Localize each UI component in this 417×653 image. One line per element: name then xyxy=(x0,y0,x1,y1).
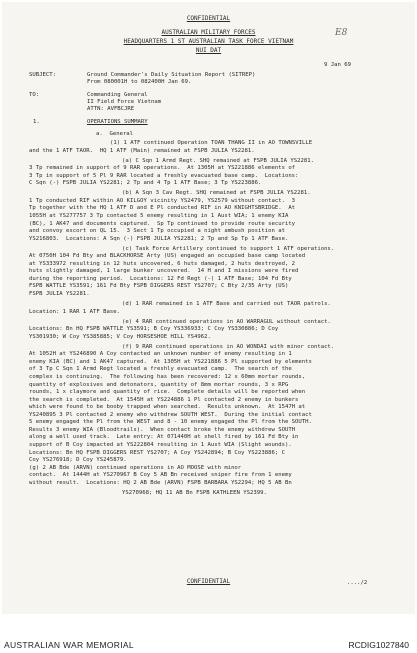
section-title: OPERATIONS SUMMARY xyxy=(87,119,148,125)
report-line: which were found to be booby trapped when searched. Results unknown. At 1547H at xyxy=(29,404,306,411)
report-line: complex is continuing. The following has been recovered: 12 x 60mm mortar rounds, xyxy=(29,374,306,380)
report-line: (d) 1 RAR remained in 1 ATF Base and carried out TAOR patrols. xyxy=(122,301,331,307)
report-line: of 3 Tp C Sqn 1 Armd Regt located a freshly evacuated camp. The search of the xyxy=(29,366,292,373)
report-line: (BC), 1 AK47 and documents captured. Sp Tp continued to provide route security xyxy=(29,220,296,227)
report-line: Coy YS276918; D Coy YS245879. xyxy=(29,457,127,463)
subject-label: SUBJECT: xyxy=(29,72,56,78)
report-line: (1) 1 ATF continued Operation TOAN THANG II in AO TOWNSVILLE xyxy=(110,140,313,146)
hq-location: NUI DAT xyxy=(195,47,222,54)
archive-reference: RCDIG1027840 xyxy=(348,640,409,650)
report-line: YS270968; HQ 11 AB Bn FSPB KATHLEEN YS2399. xyxy=(122,489,267,496)
report-line: YS216803. Locations: A Sqn (-) FSPB JULIA YS2281; 2 Tp and Sp Tp 1 ATF Base. xyxy=(29,235,289,242)
report-line: (b) A Sqn 3 Cav Regt. SHQ remained at FSPB JULIA YS2281. xyxy=(122,190,311,197)
report-line: and the 1 ATF TAOR. HQ 1 ATF (Main) remained at FSPB JULIA YS2281. xyxy=(29,147,255,154)
hq-name: HEADQUARTERS 1 ST AUSTRALIAN TASK FORCE VIETNAM xyxy=(123,38,294,45)
report-line: contact. At 1444H at YS270967 B Coy 5 AB Bn received sniper fire from 1 enemy xyxy=(29,472,292,479)
to-label: TO: xyxy=(29,92,40,98)
report-line: Tp together with the HQ 1 ATF D and E Pl conducted RIF in AO KNIGHTSBRIDGE. At xyxy=(29,205,296,212)
report-line: without result. Locations: HQ 2 AB Bde (ARVN) FSPB BARBARA YS2294; HQ 5 AB Bn xyxy=(29,479,292,486)
report-line: FSPB JULIA YS2281. xyxy=(29,291,90,297)
report-line: YS240895 3 Pl contacted 2 enemy who withdrew SOUTH WEST. During the initial contact xyxy=(29,411,312,418)
report-line: (g) 2 AB Bde (ARVN) continued operations in AO MOOSE with minor xyxy=(29,464,242,471)
report-line: 1055H at YS277757 3 Tp contacted 5 enemy resulting in 1 Aust WIA; 1 enemy KIA xyxy=(29,213,289,219)
report-line: and convoy escort on QL 15. 3 Sect 1 Tp occupied a night ambush position at xyxy=(29,228,285,235)
report-line: (c) Task Force Artillery continued to support 1 ATF operations. xyxy=(122,245,335,252)
subject-line: From 080001H to 082400H Jan 69. xyxy=(87,79,192,85)
report-line: quantity of explosives and detonators, quantity of 8mm mortar rounds, 3 x RPG xyxy=(29,381,289,388)
report-line: at YS333972 resulting in 12 huts uncovered, 6 huts damaged, 2 huts destroyed, 2 xyxy=(29,260,296,267)
report-line: (f) 9 RAR continued operations in AO WONDAI with minor contact. xyxy=(122,343,335,350)
report-line: enemy KIA (BC) and 1 AK47 captured. At 1305H at YS221886 5 Pl supported by elements xyxy=(29,358,312,365)
to-line: II Field Force Vietnam xyxy=(87,99,162,105)
report-line: 1 Tp conducted RIF within AO KILGOY vicinity YS2479, YS2579 without contact. 3 xyxy=(29,197,296,204)
section-number: 1. xyxy=(33,119,40,125)
report-line: 5 enemy engaged the Pl from the WEST and 8 - 10 enemy engaged the Pl from the SOUTH. xyxy=(29,419,312,426)
report-line: Locations: Bn HQ FSPB DIGGERS REST YS2707; A Coy YS242894; B Coy YS223886; C xyxy=(29,449,285,456)
report-line: during the reporting period. Locations: 12 Fd Regt (-) 1 ATF Base; 104 Fd Bty xyxy=(29,275,292,282)
archive-name: AUSTRALIAN WAR MEMORIAL xyxy=(4,640,134,650)
handwritten-annotation: E8 xyxy=(335,28,348,38)
archive-footer xyxy=(0,617,417,653)
report-line: support of B Coy impacted at YS222804 resulting in 1 Aust WIA (Slight wounds). xyxy=(29,441,292,448)
classification-top: CONFIDENTIAL xyxy=(186,15,231,22)
report-line: (a) C Sqn 1 Armd Regt. SHQ remained at FSPB JULIA YS2281. xyxy=(122,157,314,164)
classification-bottom: CONFIDENTIAL xyxy=(186,578,231,585)
report-line: At 0750H 104 Fd Bty and BLACKHORSE Arty (US) engaged an occupied base camp located xyxy=(29,253,306,260)
page-continuation: ..../2 xyxy=(347,580,368,586)
report-line: along a well used track. Late entry: At 071440H at shell fired by 161 Fd Bty in xyxy=(29,434,299,441)
report-line: 3 Tp in support of 5 Pl 9 RAR located a freshly evacuated base camp. Locations: xyxy=(29,172,299,179)
report-line: C Sqn (-) FSPB JULIA YS2281; 2 Tp and 4 Tp 1 ATF Base; 3 Tp YS223886. xyxy=(29,180,262,187)
to-line: Commanding General xyxy=(87,92,148,98)
report-line: huts slightly damaged, 1 large bunker uncovered. 14 H and I missions were fired xyxy=(29,268,299,275)
report-line: (e) 4 RAR continued operations in AO WARRAGUL without contact. xyxy=(122,318,331,325)
report-line: YS301930; W Coy YS385885; V Coy HORSESHOE HILL YS4962. xyxy=(29,333,211,340)
document-date: 9 Jan 69 xyxy=(324,62,351,68)
to-line: ATTN: AVFBCJRE xyxy=(87,106,135,112)
org-name: AUSTRALIAN MILITARY FORCES xyxy=(161,29,256,36)
report-line: FSPB WATTLE YS3591; 161 Fd Bty FSPB DIGGERS REST YS2707; C Bty 2/35 Arty (US) xyxy=(29,283,289,290)
subject-line: Ground Commander's Daily Situation Report (SITREP) xyxy=(87,72,256,78)
report-line: the search is completed. At 1545H at YS224886 1 Pl contacted 2 enemy in bunkers xyxy=(29,396,299,403)
report-line: rounds, 1 x claymore and quantity of rice. Complete details will be reported when xyxy=(29,389,306,396)
report-line: Locations: Bn HQ FSPB WATTLE YS3591; B Coy YS336933; C Coy YS330886; D Coy xyxy=(29,326,279,333)
report-line: At 1052H at YS246890 A Coy contacted an unknown number of enemy resulting in 1 xyxy=(29,351,292,358)
document-page xyxy=(2,2,415,614)
subsection-title: a. General xyxy=(96,131,134,137)
report-line: 3 Tp remained in support of 9 RAR operations. At 1305H at YS221886 elements of xyxy=(29,165,296,172)
report-line: Results 3 enemy WIA (Bloodtrails). When contact broke the enemy withdrew SOUTH xyxy=(29,426,296,433)
report-line: Location: 1 RAR 1 ATF Base. xyxy=(29,308,120,315)
